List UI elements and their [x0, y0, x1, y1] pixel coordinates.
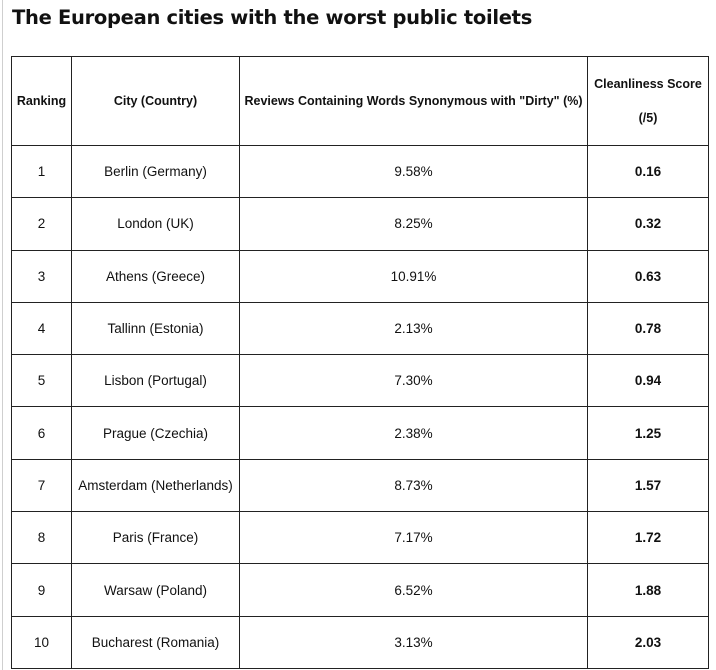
table-row: [12, 146, 709, 198]
header-reviews-dirty: Reviews Containing Words Synonymous with "Dirty" (%): [240, 57, 588, 146]
cell-city: Bucharest (Romania): [72, 616, 240, 668]
cell-reviews: 7.17%: [240, 512, 588, 564]
cell-reviews: 6.52%: [240, 564, 588, 616]
header-score-label: Cleanliness Score: [594, 77, 702, 91]
cell-score: 1.25: [588, 407, 709, 459]
cell-reviews: 2.38%: [240, 407, 588, 459]
header-score-unit: (/5): [638, 111, 658, 125]
header-cleanliness-score: [588, 57, 709, 146]
cell-city: Athens (Greece): [72, 250, 240, 302]
cell-score: 1.57: [588, 459, 709, 511]
table-header-row: [12, 57, 709, 146]
table-row: [12, 407, 709, 459]
cell-city: Prague (Czechia): [72, 407, 240, 459]
cell-reviews: 7.30%: [240, 355, 588, 407]
cell-city: Lisbon (Portugal): [72, 355, 240, 407]
cell-reviews: 8.25%: [240, 198, 588, 250]
table-row: [12, 512, 709, 564]
table-row: [12, 564, 709, 616]
cell-rank: 1: [12, 146, 72, 198]
table-row: [12, 302, 709, 354]
cell-score: 0.78: [588, 302, 709, 354]
toilet-ranking-table: [11, 56, 709, 669]
cell-city: Paris (France): [72, 512, 240, 564]
cell-city: Amsterdam (Netherlands): [72, 459, 240, 511]
cell-rank: 2: [12, 198, 72, 250]
cell-city: Tallinn (Estonia): [72, 302, 240, 354]
cell-score: 1.72: [588, 512, 709, 564]
cell-score: 0.63: [588, 250, 709, 302]
table-row: [12, 355, 709, 407]
cell-rank: 7: [12, 459, 72, 511]
cell-rank: 9: [12, 564, 72, 616]
cell-reviews: 8.73%: [240, 459, 588, 511]
cell-rank: 5: [12, 355, 72, 407]
cell-rank: 8: [12, 512, 72, 564]
cell-reviews: 9.58%: [240, 146, 588, 198]
cell-score: 0.16: [588, 146, 709, 198]
cell-rank: 3: [12, 250, 72, 302]
header-ranking: Ranking: [12, 57, 72, 146]
cell-reviews: 2.13%: [240, 302, 588, 354]
cell-rank: 6: [12, 407, 72, 459]
cell-score: 1.88: [588, 564, 709, 616]
table-row: [12, 250, 709, 302]
cell-score: 2.03: [588, 616, 709, 668]
cell-score: 0.94: [588, 355, 709, 407]
header-city: City (Country): [72, 57, 240, 146]
table-row: [12, 459, 709, 511]
table-row: [12, 198, 709, 250]
cell-city: Berlin (Germany): [72, 146, 240, 198]
cell-reviews: 3.13%: [240, 616, 588, 668]
cell-rank: 4: [12, 302, 72, 354]
cell-reviews: 10.91%: [240, 250, 588, 302]
cell-rank: 10: [12, 616, 72, 668]
cell-city: Warsaw (Poland): [72, 564, 240, 616]
table-row: [12, 616, 709, 668]
cell-city: London (UK): [72, 198, 240, 250]
cell-score: 0.32: [588, 198, 709, 250]
page-left-border: [2, 0, 3, 670]
page-title: The European cities with the worst public toilets: [12, 6, 533, 29]
